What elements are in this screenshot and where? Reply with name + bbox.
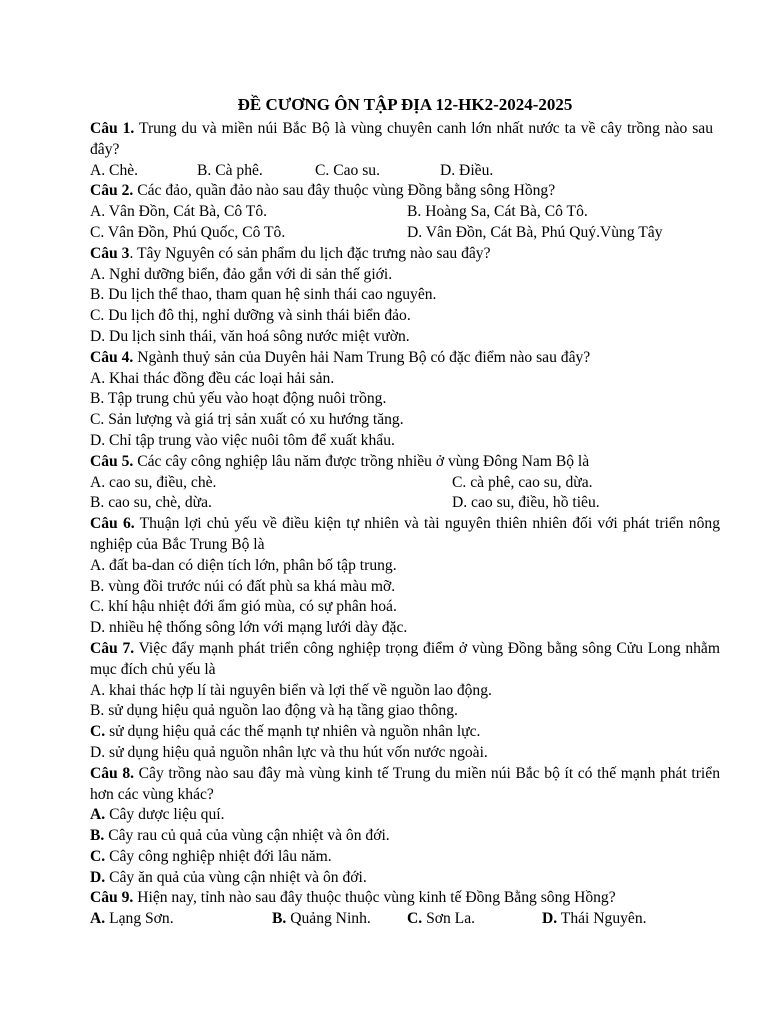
- question-6: [90, 514, 720, 556]
- question-9-text: Hiện nay, tỉnh nào sau đây thuộc thuộc vùng kinh tế Đồng Bằng sông Hồng?: [133, 889, 616, 907]
- q7-option-c-label: C.: [90, 723, 106, 741]
- q7-option-d: D. sử dụng hiệu quả nguồn nhân lực và thu hút vốn nước ngoài.: [90, 743, 488, 761]
- question-3-label: Câu 3: [90, 244, 130, 262]
- q9-option-b-label: B.: [272, 910, 287, 928]
- q2-option-d-word: Tây: [638, 223, 663, 241]
- q2-option-d-word: Cát: [490, 223, 513, 241]
- q5-option-a: A. cao su, điều, chè.: [90, 473, 217, 491]
- q1-option-a: A. Chè.: [90, 161, 139, 179]
- q9-option-a-text: Lạng Sơn.: [105, 910, 174, 928]
- q7-option-b: B. sử dụng hiệu quả nguồn lao động và hạ tầng giao thông.: [90, 702, 458, 720]
- q4-option-b: B. Tập trung chủ yếu vào hoạt động nuôi trồng.: [90, 390, 387, 408]
- q8-option-c-text: Cây công nghiệp nhiệt đới lâu năm.: [105, 847, 332, 865]
- q8-option-d-label: D.: [90, 868, 106, 886]
- q1-option-c: C. Cao su.: [315, 161, 380, 179]
- q2-option-d-word: Phú: [541, 223, 566, 241]
- question-6-label: Câu 6.: [90, 515, 135, 533]
- question-7-label: Câu 7.: [90, 639, 135, 657]
- q4-option-c: C. Sản lượng và giá trị sản xuất có xu hướng tăng.: [90, 411, 404, 429]
- q7-option-c: [90, 722, 720, 743]
- document-title: ĐỀ CƯƠNG ÔN TẬP ĐỊA 12-HK2-2024-2025: [237, 95, 573, 114]
- question-8-label: Câu 8.: [90, 764, 135, 782]
- q8-option-c: [90, 847, 720, 868]
- question-3-text: . Tây Nguyên có sản phẩm du lịch đặc trưng nào sau đây?: [129, 244, 491, 262]
- q9-option-b: [272, 909, 407, 930]
- q8-option-b-text: Cây rau củ quả của vùng cận nhiệt và ôn đới.: [104, 827, 390, 845]
- q2-option-a: A. Vân Đồn, Cát Bà, Cô Tô.: [90, 203, 268, 221]
- question-2-options-row2: [90, 223, 720, 244]
- q9-option-c-label: C.: [407, 910, 423, 928]
- q1-option-b: B. Cà phê.: [197, 161, 263, 179]
- q9-option-d-label: D.: [542, 910, 558, 928]
- question-2: [90, 181, 720, 202]
- q2-option-b: B. Hoàng Sa, Cát Bà, Cô Tô.: [407, 203, 588, 221]
- q4-option-d: D. Chỉ tập trung vào việc nuôi tôm để xuất khẩu.: [90, 431, 395, 449]
- question-4-text: Ngành thuỷ sản của Duyên hải Nam Trung Bộ có đặc điểm nào sau đây?: [133, 348, 591, 366]
- q5-option-b: B. cao su, chè, dừa.: [90, 494, 212, 512]
- q9-option-a: [90, 909, 272, 930]
- q6-option-d: D. nhiều hệ thống sông lớn với mạng lưới dày đặc.: [90, 619, 408, 637]
- q9-option-d: [542, 909, 647, 930]
- question-1: [90, 119, 713, 161]
- q7-option-a: A. khai thác hợp lí tài nguyên biển và lợi thế về nguồn lao động.: [90, 681, 492, 699]
- q8-option-c-label: C.: [90, 847, 106, 865]
- document-page: [90, 93, 720, 930]
- q8-option-d: [90, 868, 720, 889]
- q6-option-a: A. đất ba-dan có diện tích lớn, phân bố tập trung.: [90, 556, 397, 574]
- question-5-text: Các cây công nghiệp lâu năm được trồng nhiều ở vùng Đông Nam Bộ là: [133, 452, 590, 470]
- question-6-text: Thuận lợi chủ yếu về điều kiện tự nhiên và tài nguyên thiên nhiên đối với phát triển nông nghiệp của Bắc Trung Bộ là: [90, 515, 720, 553]
- question-9: [90, 888, 720, 909]
- q2-option-d: [407, 223, 720, 244]
- question-4: [90, 348, 720, 369]
- q9-option-c-text: Sơn La.: [422, 910, 476, 928]
- q4-option-a: A. Khai thác đồng đều các loại hải sản.: [90, 369, 335, 387]
- question-1-text: Trung du và miền núi Bắc Bộ là vùng chuyên canh lớn nhất nước ta về cây trồng nào sau đây?: [90, 120, 714, 158]
- q8-option-a: [90, 805, 720, 826]
- q3-option-c: C. Du lịch đô thị, nghỉ dưỡng và sinh thái biển đảo.: [90, 307, 411, 325]
- q9-option-b-text: Quảng Ninh.: [286, 910, 371, 928]
- q1-option-d: D. Điều.: [440, 161, 494, 179]
- q3-option-a: A. Nghỉ dưỡng biển, đảo gắn với di sản thế giới.: [90, 265, 393, 283]
- question-2-options-row1: [90, 202, 720, 223]
- q3-option-b: B. Du lịch thể thao, tham quan hệ sinh thái cao nguyên.: [90, 286, 437, 304]
- q5-option-c: C. cà phê, cao su, dừa.: [452, 473, 593, 491]
- question-7: [90, 639, 720, 681]
- q8-option-a-text: Cây dược liệu quí.: [105, 806, 225, 824]
- question-1-label: Câu 1.: [90, 120, 135, 137]
- q9-option-d-text: Thái Nguyên.: [557, 910, 647, 928]
- question-5-options-row2: [90, 493, 720, 514]
- q2-option-d-word: D.: [407, 223, 423, 241]
- question-9-label: Câu 9.: [90, 889, 134, 907]
- q9-option-c: [407, 909, 542, 930]
- q3-option-d: D. Du lịch sinh thái, văn hoá sông nước miệt vườn.: [90, 327, 410, 345]
- q8-option-a-label: A.: [90, 806, 106, 824]
- q8-option-d-text: Cây ăn quả của vùng cận nhiệt và ôn đới.: [105, 868, 367, 886]
- question-8: [90, 764, 720, 806]
- question-4-label: Câu 4.: [90, 348, 134, 366]
- q7-option-c-text: sử dụng hiệu quả các thế mạnh tự nhiên và nguồn nhân lực.: [105, 723, 481, 741]
- q6-option-c: C. khí hậu nhiệt đới ẩm gió mùa, có sự phân hoá.: [90, 598, 397, 616]
- q5-option-d: D. cao su, điều, hồ tiêu.: [452, 494, 600, 512]
- q6-option-b: B. vùng đồi trước núi có đất phù sa khá màu mỡ.: [90, 577, 396, 595]
- q8-option-b: [90, 826, 720, 847]
- q2-option-d-word: Bà,: [515, 223, 538, 241]
- q2-option-d-word: Đồn,: [455, 223, 487, 241]
- question-5-label: Câu 5.: [90, 452, 134, 470]
- question-9-options: [90, 909, 720, 930]
- question-5-options-row1: [90, 473, 720, 494]
- q2-option-d-word: Vân: [425, 223, 452, 241]
- q9-option-a-label: A.: [90, 910, 106, 928]
- question-2-text: Các đảo, quần đảo nào sau đây thuộc vùng Đồng bằng sông Hồng?: [133, 182, 556, 200]
- q2-option-d-word: Quý.Vùng: [569, 223, 635, 241]
- question-8-text: Cây trồng nào sau đây mà vùng kinh tế Trung du miền núi Bắc bộ ít có thế mạnh phát triển hơn các vùng khác?: [90, 764, 720, 803]
- question-7-text: Việc đẩy mạnh phát triển công nghiệp trọng điểm ở vùng Đồng bằng sông Cửu Long nhằm mục đích chủ yếu là: [90, 639, 720, 678]
- question-2-label: Câu 2.: [90, 182, 134, 200]
- question-5: [90, 452, 720, 473]
- question-1-options: [90, 161, 720, 182]
- q2-option-c: C. Vân Đồn, Phú Quốc, Cô Tô.: [90, 223, 286, 241]
- question-3: [90, 244, 720, 265]
- q8-option-b-label: B.: [90, 827, 105, 845]
